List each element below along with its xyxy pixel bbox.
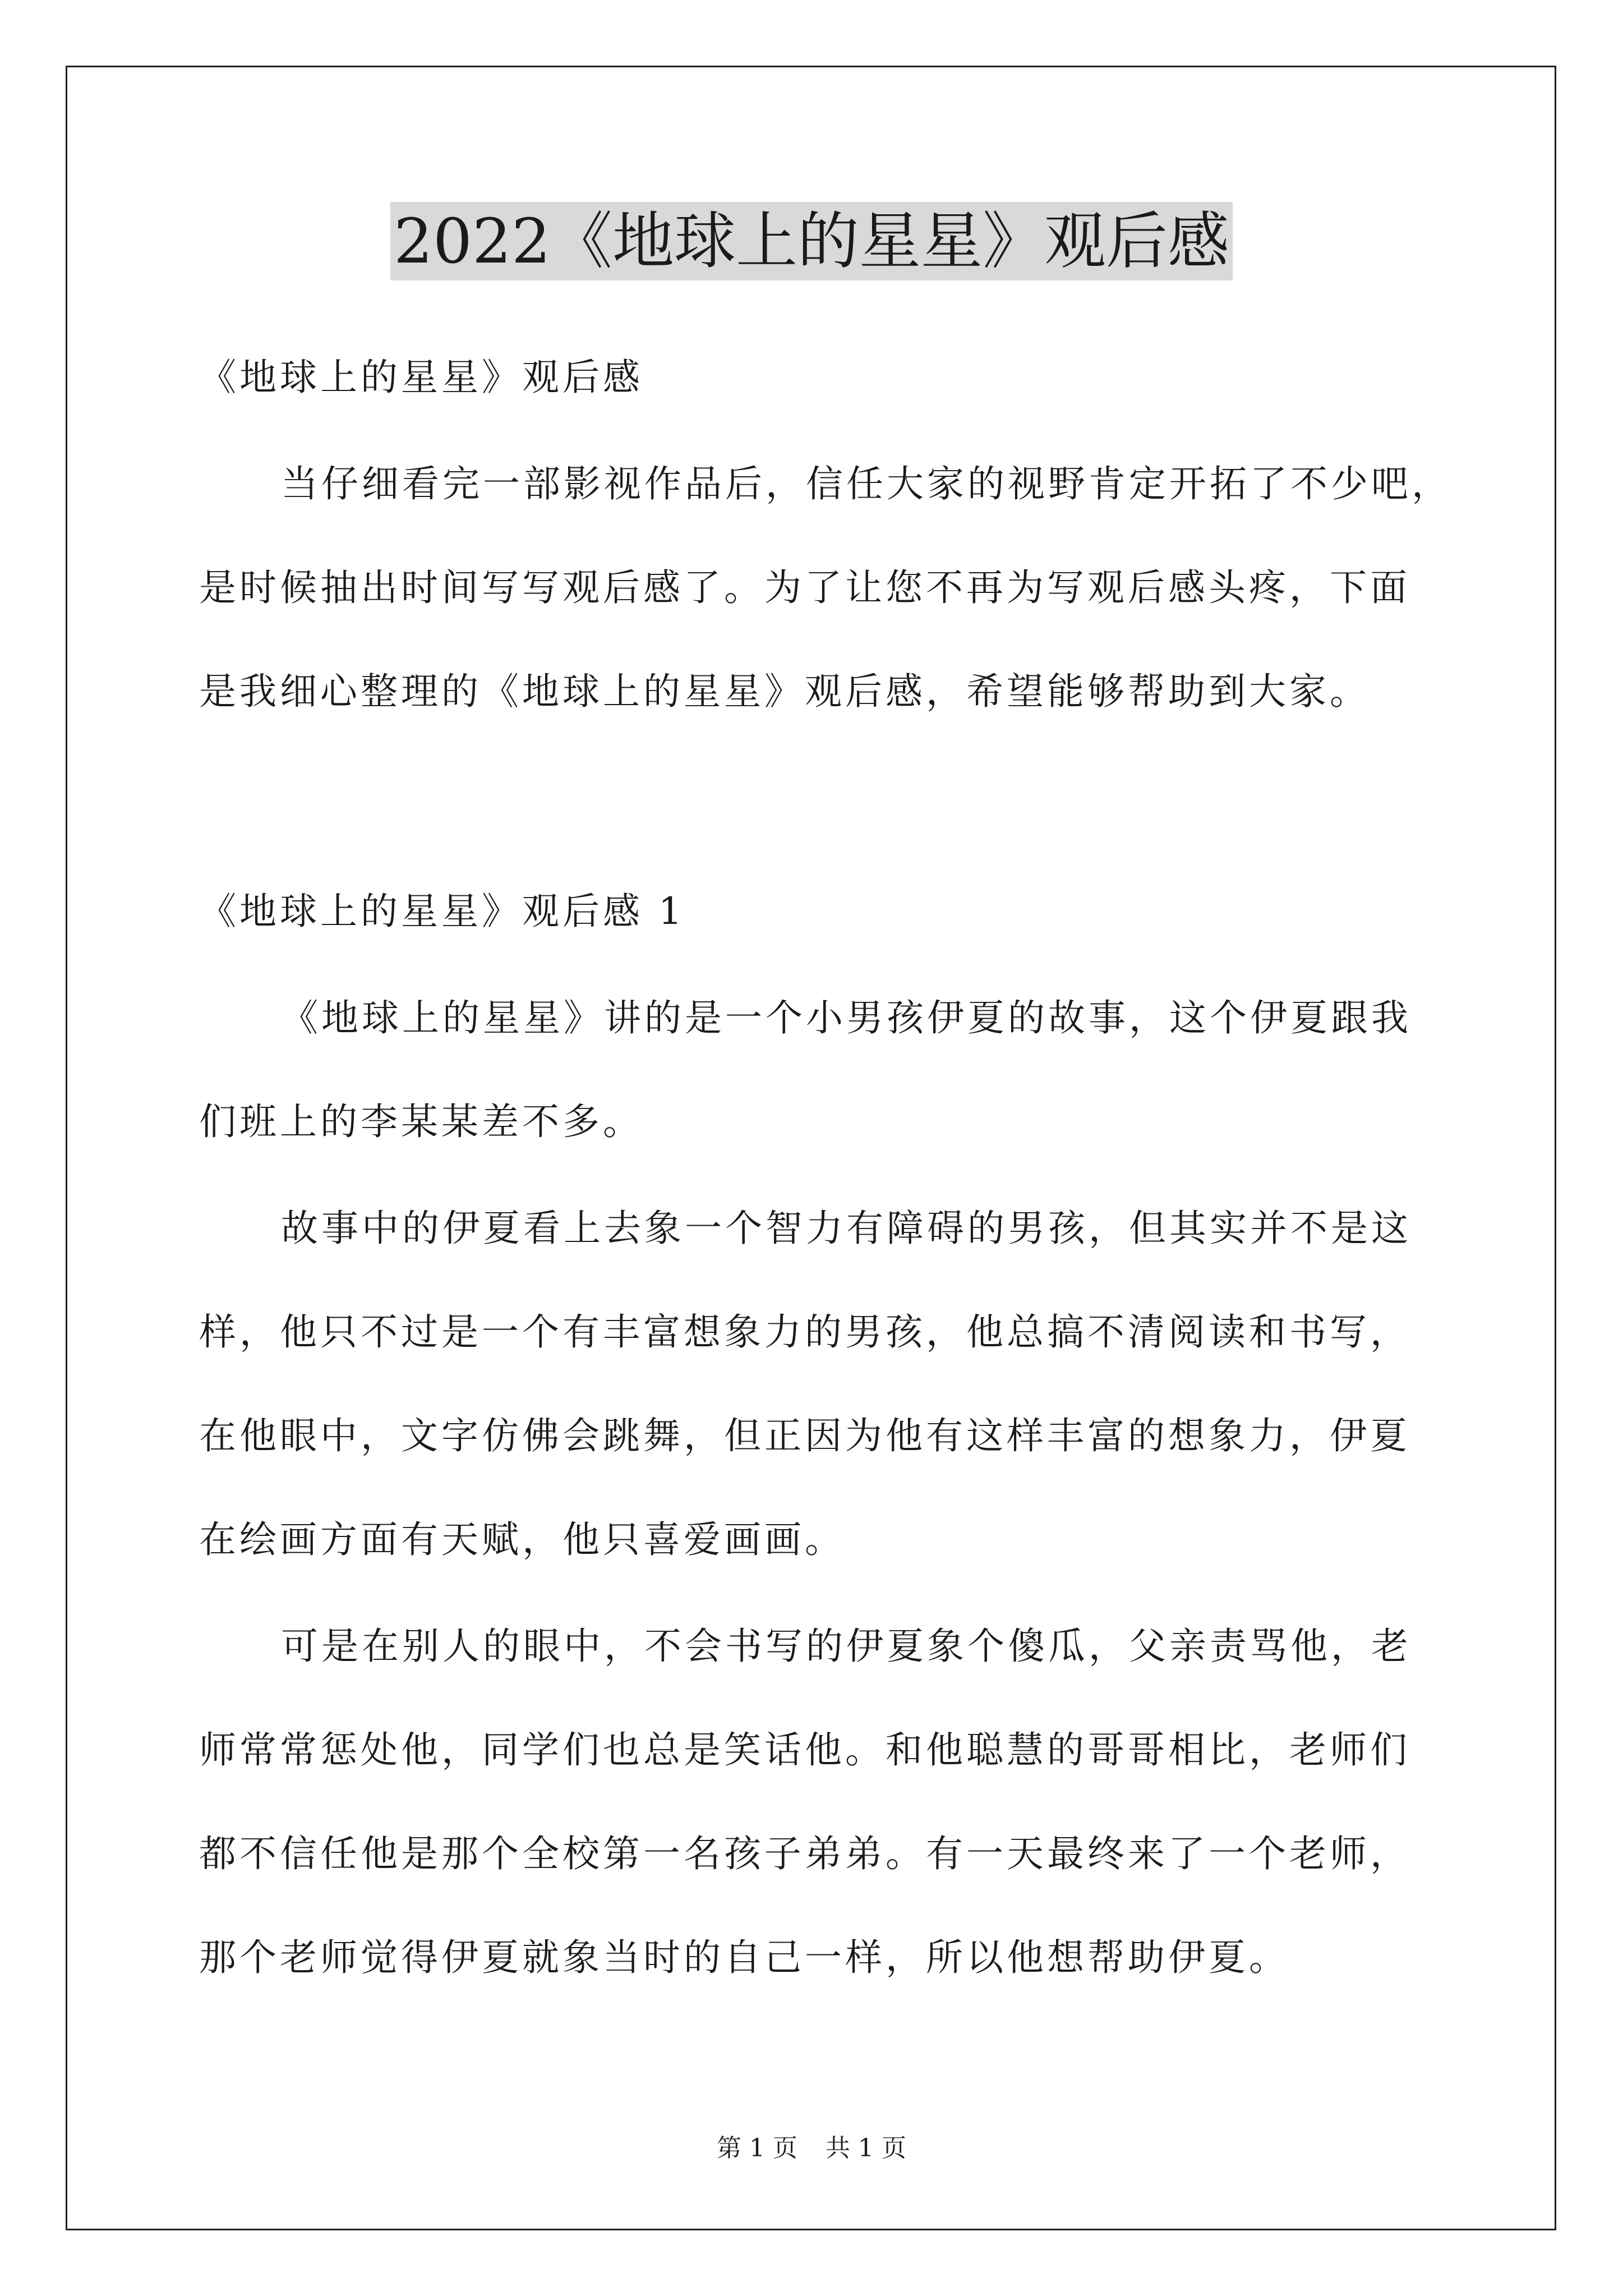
page-total: 共 1 页 (826, 2134, 906, 2162)
intro-line-3: 是我细心整理的《地球上的星星》观后感，希望能够帮助到大家。 (199, 670, 1370, 713)
intro-line-2: 是时候抽出时间写写观后感了。为了让您不再为写观后感头疼，下面 (199, 566, 1410, 609)
paragraph-line: 在绘画方面有天赋，他只喜爱画画。 (199, 1518, 845, 1561)
paragraph-line: 《地球上的星星》讲的是一个小男孩伊夏的故事，这个伊夏跟我 (281, 996, 1412, 1039)
paragraph-line: 们班上的李某某差不多。 (199, 1100, 643, 1143)
page-number: 第 1 页 (717, 2134, 797, 2162)
paragraph-line: 可是在别人的眼中，不会书写的伊夏象个傻瓜，父亲责骂他，老 (281, 1625, 1412, 1668)
intro-line-1: 当仔细看完一部影视作品后，信任大家的视野肯定开拓了不少吧， (281, 462, 1452, 505)
document-title: 2022《地球上的星星》观后感 (390, 202, 1233, 280)
page-footer (0, 2132, 1623, 2165)
paragraph-line: 故事中的伊夏看上去象一个智力有障碍的男孩，但其实并不是这 (281, 1207, 1412, 1250)
paragraph-line: 师常常惩处他，同学们也总是笑话他。和他聪慧的哥哥相比，老师们 (199, 1728, 1410, 1772)
paragraph-line: 样，他只不过是一个有丰富想象力的男孩，他总搞不清阅读和书写， (199, 1310, 1410, 1354)
title-container (0, 202, 1623, 280)
paragraph-line: 在他眼中，文字仿佛会跳舞，但正因为他有这样丰富的想象力，伊夏 (199, 1414, 1410, 1457)
paragraph-line: 都不信任他是那个全校第一名孩子弟弟。有一天最终来了一个老师， (199, 1832, 1410, 1875)
section-heading: 《地球上的星星》观后感 1 (199, 890, 685, 933)
subtitle: 《地球上的星星》观后感 (199, 356, 643, 399)
paragraph-line: 那个老师觉得伊夏就象当时的自己一样，所以他想帮助伊夏。 (199, 1936, 1289, 1979)
